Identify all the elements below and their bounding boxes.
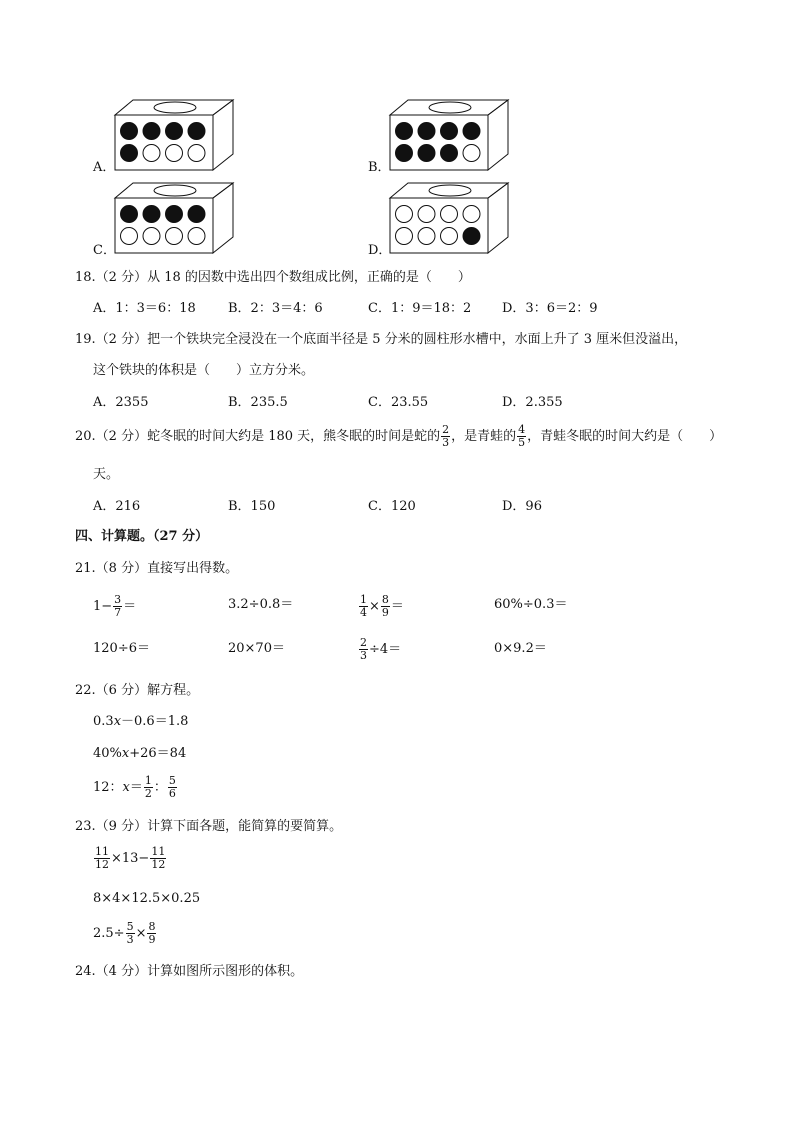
q20-option-c: C．120 [368, 499, 416, 514]
fraction [441, 424, 450, 449]
q22-equation-2 [93, 746, 186, 762]
white-ball [188, 228, 205, 245]
box-top-opening [154, 102, 196, 113]
option-label: D． [368, 243, 392, 258]
q23-expression-1 [93, 846, 167, 871]
white-ball [143, 145, 160, 162]
q19-option-d: D．2.355 [502, 395, 563, 410]
denominator: 5 [518, 436, 526, 449]
q19-option-b: B．235.5 [228, 395, 288, 410]
black-ball [463, 228, 480, 245]
box-figure [387, 181, 512, 256]
fraction [113, 594, 122, 619]
white-ball [463, 206, 480, 223]
option-label: B． [368, 160, 391, 175]
black-ball [166, 123, 183, 140]
fraction [168, 775, 177, 800]
black-ball [441, 145, 458, 162]
q18-stem: 18.（2 分）从 18 的因数中选出四个数组成比例，正确的是（ ） [75, 270, 471, 285]
white-ball [463, 145, 480, 162]
black-ball [418, 123, 435, 140]
q20-text-1: 20.（2 分）蛇冬眠的时间大约是 180 天，熊冬眠的时间是蛇的 [75, 429, 441, 444]
black-ball [188, 206, 205, 223]
expr-text: ＝ [123, 599, 137, 614]
q22-stem: 22.（6 分）解方程。 [75, 683, 200, 698]
fraction [359, 637, 368, 662]
q20-stem-line1 [75, 424, 722, 449]
q18-option-b: B．2：3＝4：6 [228, 301, 323, 316]
fraction [381, 594, 390, 619]
box-side-face [213, 100, 233, 170]
box-side-face [213, 183, 233, 253]
black-ball [396, 123, 413, 140]
q20-stem-line2: 天。 [93, 467, 120, 482]
denominator: 12 [95, 858, 109, 871]
q24-stem: 24.（4 分）计算如图所示图形的体积。 [75, 964, 304, 979]
q22-equation-1 [93, 714, 188, 730]
denominator: 7 [114, 606, 122, 619]
q19-option-c: C．23.55 [368, 395, 429, 410]
white-ball [121, 228, 138, 245]
expr-text: 0.3 [93, 714, 114, 729]
denominator: 9 [381, 606, 389, 619]
expr-text: +26＝84 [129, 746, 187, 761]
q20-option-d: D．96 [502, 499, 542, 514]
q21-item-6: 20×70＝ [228, 641, 285, 656]
white-ball [396, 206, 413, 223]
expr-text: ＝ [390, 599, 404, 614]
denominator: 3 [442, 436, 450, 449]
q21-item-8: 0×9.2＝ [494, 641, 547, 656]
numerator: 2 [442, 423, 450, 436]
white-ball [188, 145, 205, 162]
expr-text: －0.6＝1.8 [121, 714, 189, 729]
black-ball [441, 123, 458, 140]
box-top-opening [429, 102, 471, 113]
q22-equation-3 [93, 775, 178, 800]
denominator: 4 [360, 606, 367, 619]
white-ball [418, 228, 435, 245]
q18-option-a: A．1：3＝6：18 [93, 301, 196, 316]
numerator: 8 [381, 593, 389, 606]
denominator: 6 [168, 787, 176, 800]
q20-option-b: B．150 [228, 499, 276, 514]
variable: x [122, 780, 130, 795]
numerator: 5 [126, 920, 134, 933]
numerator: 1 [360, 593, 367, 606]
expr-text: ＝ [129, 780, 143, 795]
box-figure [112, 181, 237, 256]
black-ball [396, 145, 413, 162]
fraction [150, 846, 166, 871]
q20-text-3: ，青蛙冬眠的时间大约是（ ） [527, 429, 723, 444]
expr-text: × [135, 926, 147, 941]
variable: x [121, 746, 130, 761]
black-ball [143, 123, 160, 140]
expr-text: 12： [93, 780, 123, 795]
black-ball [121, 145, 138, 162]
black-ball [463, 123, 480, 140]
q18-option-d: D．3：6＝2：9 [502, 301, 598, 316]
box-side-face [488, 183, 508, 253]
black-ball [418, 145, 435, 162]
box-figure [387, 98, 512, 173]
expr-text: ： [153, 780, 167, 795]
box-top-opening [154, 185, 196, 196]
numerator: 11 [95, 845, 109, 858]
white-ball [166, 228, 183, 245]
option-label: A． [93, 160, 116, 175]
q19-option-a: A．2355 [93, 395, 149, 410]
q18-option-c: C．1：9＝18：2 [368, 301, 472, 316]
q21-item-3 [358, 594, 404, 619]
black-ball [188, 123, 205, 140]
box-figure [112, 98, 237, 173]
fraction [359, 594, 368, 619]
denominator: 12 [151, 858, 166, 871]
denominator: 3 [360, 649, 367, 662]
black-ball [121, 206, 138, 223]
white-ball [143, 228, 160, 245]
denominator: 2 [144, 787, 152, 800]
white-ball [441, 206, 458, 223]
variable: x [113, 714, 122, 729]
numerator: 2 [360, 636, 367, 649]
expr-text: 40% [93, 746, 122, 761]
denominator: 3 [126, 933, 134, 946]
denominator: 9 [148, 933, 156, 946]
numerator: 11 [151, 845, 166, 858]
section-title: 四、计算题。（27 分） [75, 529, 209, 544]
black-ball [166, 206, 183, 223]
q23-stem: 23.（9 分）计算下面各题，能简算的要简算。 [75, 819, 343, 834]
expr-text: ×13− [111, 851, 150, 866]
white-ball [396, 228, 413, 245]
box-top-opening [429, 185, 471, 196]
q21-item-5: 120÷6＝ [93, 641, 150, 656]
fraction [94, 846, 110, 871]
expr-text: 1− [93, 599, 113, 614]
white-ball [418, 206, 435, 223]
box-side-face [488, 100, 508, 170]
black-ball [143, 206, 160, 223]
q19-stem-line1: 19.（2 分）把一个铁块完全浸没在一个底面半径是 5 分米的圆柱形水槽中，水面上升了 3 厘米但没溢出， [75, 332, 688, 347]
expr-text: ÷4＝ [369, 642, 402, 657]
q20-text-2: ，是青蛙的 [451, 429, 517, 444]
q21-stem: 21.（8 分）直接写出得数。 [75, 561, 239, 576]
q23-expression-2: 8×4×12.5×0.25 [93, 891, 201, 906]
white-ball [441, 228, 458, 245]
q21-item-1 [93, 594, 136, 619]
numerator: 3 [114, 593, 122, 606]
numerator: 1 [144, 774, 152, 787]
fraction [126, 921, 135, 946]
fraction [147, 921, 156, 946]
white-ball [166, 145, 183, 162]
option-label: C． [93, 243, 116, 258]
expr-text: × [369, 599, 380, 614]
q21-item-7 [358, 637, 401, 662]
expr-text: 2.5÷ [93, 926, 125, 941]
numerator: 5 [168, 774, 176, 787]
q20-option-a: A．216 [93, 499, 141, 514]
q23-expression-3 [93, 921, 157, 946]
fraction [144, 775, 153, 800]
black-ball [121, 123, 138, 140]
q19-stem-line2: 这个铁块的体积是（ ）立方分米。 [93, 363, 315, 378]
numerator: 4 [518, 423, 526, 436]
fraction [517, 424, 526, 449]
q21-item-2: 3.2÷0.8＝ [228, 597, 294, 612]
q21-item-4: 60%÷0.3＝ [494, 597, 568, 612]
numerator: 8 [148, 920, 156, 933]
